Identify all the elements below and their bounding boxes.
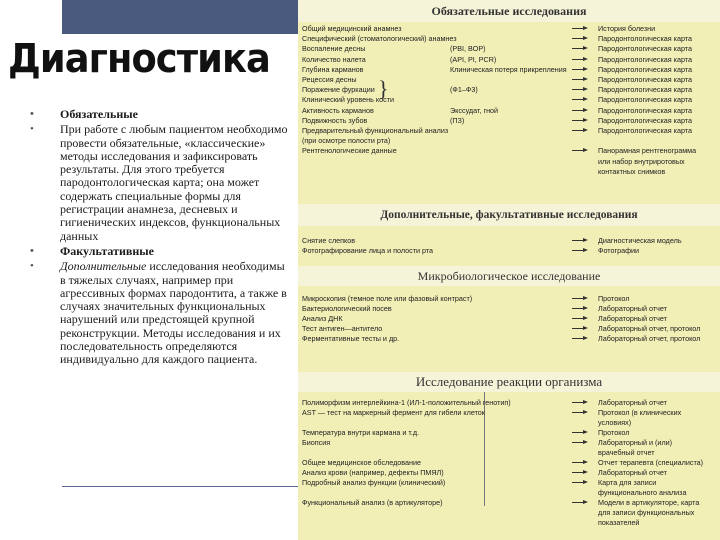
scheme-method: Предварительный функциональный анализ [302,126,449,135]
scheme-row [302,458,716,467]
scheme-record: Отчет терапевта (специалиста) [598,458,704,467]
scheme-method: Анализ ДНК [302,314,343,323]
scheme-record: Пародонтологическая карта [598,34,692,44]
scheme-row [302,438,716,447]
scheme-section-title: Исследование реакции организма [298,372,720,392]
scheme-row [302,24,716,33]
scheme-section-title: Микробиологическое исследование [298,266,720,286]
arrow-icon [572,250,586,251]
scheme-row [302,478,716,487]
scheme-detail: Экссудат, гной [450,105,499,115]
bullet-mandatory: • Обязательные [30,108,292,121]
arrow-icon [572,318,586,319]
scheme-method: Фотографирование лица и полости рта [302,246,434,255]
arrow-icon [572,402,586,403]
bullet-optional-text [30,260,292,366]
arrow-icon [572,298,586,299]
scheme-record: Карта для записи [598,478,657,487]
scheme-detail: Клиническая потеря прикрепления [450,64,567,74]
arrow-icon [572,150,586,151]
arrow-icon [572,328,586,329]
scheme-record: показателей [598,518,640,527]
examination-scheme [298,0,720,540]
scheme-method: Анализ крови (например, дефекты ПМЯЛ) [302,468,444,477]
scheme-record: условиях) [598,418,632,427]
slide-title: Диагностика [8,36,270,82]
scheme-row [302,34,716,43]
scheme-record: контактных снимков [598,166,666,176]
scheme-record: Протокол [598,428,630,437]
scheme-row [302,44,716,53]
scheme-detail: (API, PI, PCR) [450,54,497,64]
scheme-row [302,246,716,255]
arrow-icon [572,338,586,339]
scheme-record: Модели в артикуляторе, карта [598,498,700,507]
scheme-method: Общее медицинское обследование [302,458,422,467]
scheme-method: Ферментативные тесты и др. [302,334,400,343]
scheme-record: Фотографии [598,246,640,255]
scheme-record: для записи функциональных [598,508,695,517]
brace-icon: } [378,76,389,101]
arrow-icon [572,412,586,413]
scheme-row [302,498,716,507]
scheme-record: Пародонтологическая карта [598,126,692,135]
scheme-row [302,85,716,94]
scheme-row [302,95,716,104]
arrow-icon [572,59,586,60]
scheme-record: Протокол [598,294,630,303]
scheme-method: Функциональный анализ (в артикуляторе) [302,498,443,507]
scheme-method: AST — тест на маркерный фермент для гибели клеток [302,408,485,417]
scheme-method: Глубина карманов [302,64,364,74]
bullet-optional: • Факультативные [30,245,292,258]
scheme-record: Лабораторный отчет [598,314,667,323]
arrow-icon [572,38,586,39]
scheme-method: Полиморфизм интерлейкина-1 (ИЛ-1-положительный генотип) [302,398,511,407]
arrow-icon [572,89,586,90]
scheme-record: Панорамная рентгенограмма [598,146,697,156]
scheme-row [302,314,716,323]
scheme-record: Протокол (в клинических [598,408,682,417]
scheme-record: Пародонтологическая карта [598,75,692,84]
scheme-row [302,448,716,457]
scheme-row [302,428,716,437]
arrow-icon [572,240,586,241]
scheme-record: История болезни [598,24,656,33]
scheme-row [302,488,716,497]
scheme-record: Лабораторный отчет [598,468,667,477]
scheme-record: Лабораторный и (или) [598,438,673,447]
scheme-row [302,408,716,417]
arrow-icon [572,308,586,309]
bullet-list [30,108,292,369]
scheme-method: Микроскопия (темное поле или фазовый контраст) [302,294,473,303]
arrow-icon [572,472,586,473]
scheme-method: Тест антиген—антитело [302,324,383,333]
scheme-row [302,508,716,517]
scheme-record: Пародонтологическая карта [598,85,692,95]
scheme-record: Пародонтологическая карта [598,95,692,105]
arrow-icon [572,99,586,100]
scheme-row [302,304,716,313]
scheme-method: Подробный анализ функции (клинический) [302,478,446,487]
scheme-detail: (ПЗ) [450,115,465,125]
arrow-icon [572,48,586,49]
scheme-row [302,334,716,343]
arrow-icon [572,432,586,433]
scheme-record: Пародонтологическая карта [598,115,692,125]
scheme-record: врачебный отчет [598,448,655,457]
arrow-icon [572,110,586,111]
scheme-method: (при осмотре полости рта) [302,136,391,146]
scheme-record: Лабораторный отчет, протокол [598,324,701,333]
scheme-method: Снятие слепков [302,236,356,245]
scheme-method: Общий медицинский анамнез [302,24,402,33]
scheme-row [302,167,716,176]
scheme-record: Диагностическая модель [598,236,682,245]
scheme-row [302,398,716,407]
scheme-method: Рецессия десны [302,75,357,84]
scheme-row [302,468,716,477]
scheme-row [302,146,716,155]
scheme-method: Биопсия [302,438,331,447]
divider-line [62,486,298,487]
scheme-record: Лабораторный отчет, протокол [598,334,701,343]
scheme-record: Пародонтологическая карта [598,44,692,54]
scheme-row [302,106,716,115]
scheme-row [302,126,716,135]
scheme-record: Лабораторный отчет [598,304,667,313]
bullet-mandatory-text: • При работе с любым пациентом необходимо провести обязательные, «классические» методы исследования и зафиксировать результаты. Для этого требуется пародонтологическая карта; она может содержать специальные формы для регистрации анамнеза, десневых и гигиенических индексов, функциональных данных [30,123,292,243]
arrow-icon [572,28,586,29]
arrow-icon [572,69,586,70]
scheme-section-title: Дополнительные, факультативные исследования [298,204,720,226]
title-band [62,0,298,34]
scheme-row [302,116,716,125]
scheme-method: Бактериологический посев [302,304,392,313]
scheme-row [302,418,716,427]
scheme-detail: (Ф1–Ф3) [450,85,478,95]
scheme-method: Клинический уровень кости [302,95,394,105]
scheme-record: Пародонтологическая карта [598,64,692,74]
scheme-method: Поражение фуркации [302,85,375,95]
arrow-icon [572,482,586,483]
scheme-method: Активность карманов [302,105,374,115]
optional-body: исследования необходимы в тяжелых случаях, например при агрессивных формах пародонтита, а также в случаях значительных функциональных нарушений или предстоящей крупной реконструкции. Методы исследования и их последовательность определяются индивидуально для каждого пациента. [60,259,287,367]
scheme-section-title: Обязательные исследования [298,0,720,22]
scheme-row [302,157,716,166]
scheme-method: Температура внутри кармана и т.д. [302,428,420,437]
scheme-method: Воспаление десны [302,44,366,54]
arrow-icon [572,462,586,463]
scheme-row [302,55,716,64]
scheme-method: Подвижность зубов [302,115,368,125]
optional-lead: Дополнительные [60,259,147,274]
arrow-icon [572,130,586,131]
scheme-method: Рентгенологические данные [302,146,397,156]
scheme-row [302,324,716,333]
scheme-row [302,518,716,527]
scheme-row [302,294,716,303]
scheme-method: Количество налета [302,54,366,64]
scheme-method: Специфический (стоматологический) анамнез [302,34,457,44]
scheme-row [302,75,716,84]
scheme-row [302,136,716,145]
arrow-icon [572,502,586,503]
scheme-record: или набор внутриротовых [598,156,685,166]
scheme-record: Пародонтологическая карта [598,54,692,64]
arrow-icon [572,442,586,443]
arrow-icon [572,120,586,121]
scheme-record: функционального анализа [598,488,687,497]
scheme-row [302,236,716,245]
arrow-icon [572,79,586,80]
scheme-row [302,65,716,74]
scheme-record: Пародонтологическая карта [598,105,692,115]
scheme-detail: (PBI, BOP) [450,44,486,54]
scheme-record: Лабораторный отчет [598,398,667,407]
